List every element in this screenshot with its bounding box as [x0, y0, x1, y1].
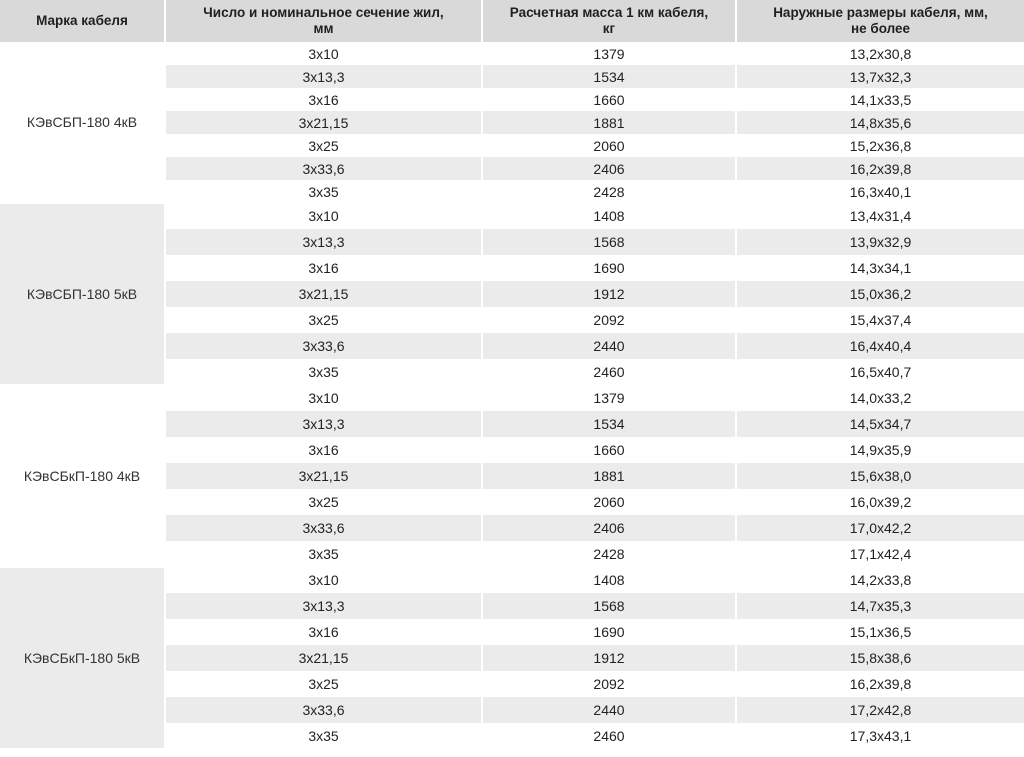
cores-cell: 3х35 [165, 359, 482, 385]
header-mass [482, 0, 736, 42]
cable-brand: КЭвСБкП-180 5кВ [0, 567, 165, 749]
header-cores-line1: Число и номинальное сечение жил, [203, 5, 444, 20]
cable-brand: КЭвСБП-180 4кВ [0, 42, 165, 203]
dims-cell: 16,0х39,2 [736, 489, 1024, 515]
mass-cell: 1881 [482, 111, 736, 134]
dims-cell: 13,2х30,8 [736, 42, 1024, 65]
cores-cell: 3х21,15 [165, 111, 482, 134]
table-row [0, 203, 1024, 229]
mass-cell: 2092 [482, 307, 736, 333]
cores-cell: 3х13,3 [165, 65, 482, 88]
mass-cell: 1912 [482, 645, 736, 671]
mass-cell: 1534 [482, 411, 736, 437]
header-cores-line2: мм [313, 21, 334, 36]
dims-cell: 13,7х32,3 [736, 65, 1024, 88]
header-dims-line1: Наружные размеры кабеля, мм, [773, 5, 988, 20]
mass-cell: 2406 [482, 157, 736, 180]
dims-cell: 14,2х33,8 [736, 567, 1024, 593]
dims-cell: 15,4х37,4 [736, 307, 1024, 333]
cores-cell: 3х10 [165, 567, 482, 593]
mass-cell: 1690 [482, 619, 736, 645]
cores-cell: 3х35 [165, 180, 482, 203]
dims-cell: 15,8х38,6 [736, 645, 1024, 671]
cores-cell: 3х25 [165, 489, 482, 515]
mass-cell: 2460 [482, 723, 736, 749]
cores-cell: 3х16 [165, 88, 482, 111]
cores-cell: 3х33,6 [165, 333, 482, 359]
mass-cell: 1568 [482, 229, 736, 255]
cores-cell: 3х16 [165, 437, 482, 463]
dims-cell: 17,3х43,1 [736, 723, 1024, 749]
cores-cell: 3х13,3 [165, 593, 482, 619]
mass-cell: 1408 [482, 203, 736, 229]
mass-cell: 2428 [482, 541, 736, 567]
cores-cell: 3х25 [165, 307, 482, 333]
cores-cell: 3х35 [165, 541, 482, 567]
cores-cell: 3х10 [165, 203, 482, 229]
dims-cell: 16,5х40,7 [736, 359, 1024, 385]
header-brand [0, 0, 165, 42]
mass-cell: 1660 [482, 88, 736, 111]
cores-cell: 3х10 [165, 42, 482, 65]
mass-cell: 2440 [482, 697, 736, 723]
dims-cell: 15,2х36,8 [736, 134, 1024, 157]
mass-cell: 2092 [482, 671, 736, 697]
cable-group-4 [0, 567, 1024, 749]
mass-cell: 2460 [482, 359, 736, 385]
mass-cell: 1379 [482, 42, 736, 65]
cores-cell: 3х35 [165, 723, 482, 749]
table-row [0, 42, 1024, 65]
header-mass-line1: Расчетная масса 1 км кабеля, [509, 5, 709, 20]
table-header [0, 0, 1024, 42]
mass-cell: 1568 [482, 593, 736, 619]
dims-cell: 15,6х38,0 [736, 463, 1024, 489]
mass-cell: 1881 [482, 463, 736, 489]
dims-cell: 14,0х33,2 [736, 385, 1024, 411]
mass-cell: 1408 [482, 567, 736, 593]
cores-cell: 3х13,3 [165, 411, 482, 437]
dims-cell: 16,2х39,8 [736, 671, 1024, 697]
mass-cell: 1690 [482, 255, 736, 281]
cable-group-3 [0, 385, 1024, 567]
mass-cell: 2060 [482, 489, 736, 515]
dims-cell: 17,2х42,8 [736, 697, 1024, 723]
cores-cell: 3х33,6 [165, 515, 482, 541]
cores-cell: 3х16 [165, 255, 482, 281]
mass-cell: 2060 [482, 134, 736, 157]
dims-cell: 16,2х39,8 [736, 157, 1024, 180]
dims-cell: 16,3х40,1 [736, 180, 1024, 203]
cores-cell: 3х10 [165, 385, 482, 411]
mass-cell: 1379 [482, 385, 736, 411]
table-row [0, 385, 1024, 411]
dims-cell: 15,0х36,2 [736, 281, 1024, 307]
cable-group-2 [0, 203, 1024, 385]
header-dims-line2: не более [850, 21, 911, 36]
cores-cell: 3х25 [165, 134, 482, 157]
cable-group-1 [0, 42, 1024, 203]
cores-cell: 3х33,6 [165, 157, 482, 180]
dims-cell: 17,0х42,2 [736, 515, 1024, 541]
dims-cell: 14,5х34,7 [736, 411, 1024, 437]
dims-cell: 17,1х42,4 [736, 541, 1024, 567]
cores-cell: 3х21,15 [165, 463, 482, 489]
mass-cell: 2406 [482, 515, 736, 541]
dims-cell: 14,3х34,1 [736, 255, 1024, 281]
cores-cell: 3х25 [165, 671, 482, 697]
mass-cell: 1660 [482, 437, 736, 463]
header-cores [165, 0, 482, 42]
header-mass-line2: кг [602, 21, 616, 36]
dims-cell: 13,4х31,4 [736, 203, 1024, 229]
header-dims [736, 0, 1024, 42]
dims-cell: 13,9х32,9 [736, 229, 1024, 255]
cores-cell: 3х21,15 [165, 645, 482, 671]
dims-cell: 14,7х35,3 [736, 593, 1024, 619]
dims-cell: 15,1х36,5 [736, 619, 1024, 645]
cores-cell: 3х13,3 [165, 229, 482, 255]
mass-cell: 2440 [482, 333, 736, 359]
dims-cell: 14,9х35,9 [736, 437, 1024, 463]
mass-cell: 1912 [482, 281, 736, 307]
cable-brand: КЭвСБкП-180 4кВ [0, 385, 165, 567]
dims-cell: 14,1х33,5 [736, 88, 1024, 111]
cable-brand: КЭвСБП-180 5кВ [0, 203, 165, 385]
mass-cell: 2428 [482, 180, 736, 203]
cores-cell: 3х21,15 [165, 281, 482, 307]
table-row [0, 567, 1024, 593]
cores-cell: 3х16 [165, 619, 482, 645]
dims-cell: 16,4х40,4 [736, 333, 1024, 359]
cores-cell: 3х33,6 [165, 697, 482, 723]
dims-cell: 14,8х35,6 [736, 111, 1024, 134]
header-row [0, 0, 1024, 42]
mass-cell: 1534 [482, 65, 736, 88]
header-brand-label: Марка кабеля [36, 13, 128, 28]
